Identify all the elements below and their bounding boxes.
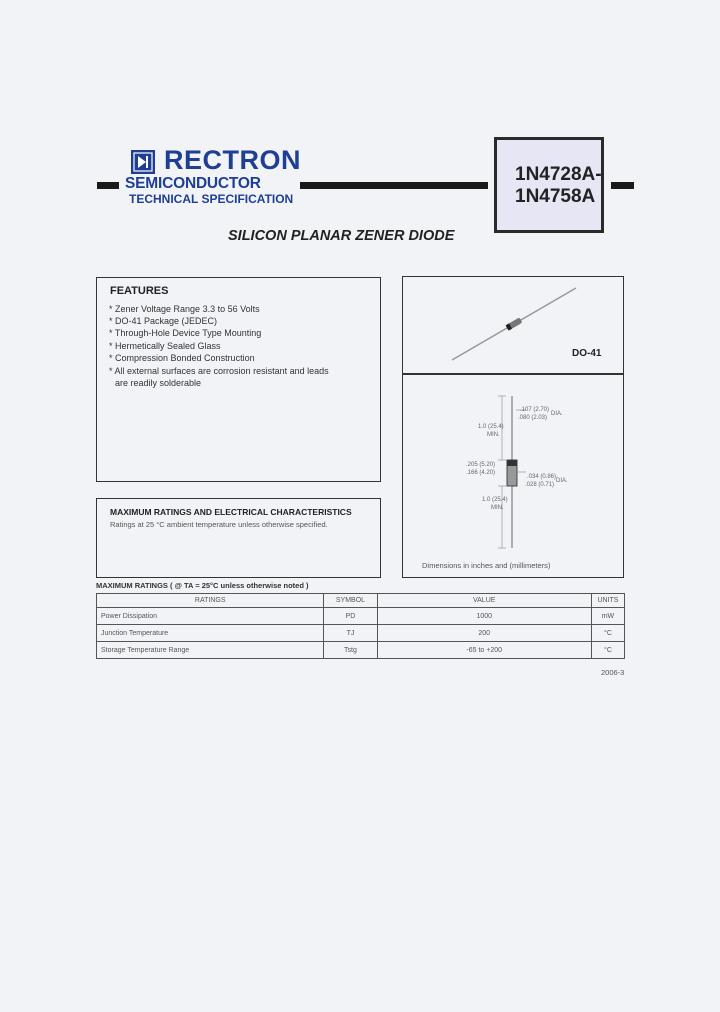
brand-subtitle: SEMICONDUCTOR	[125, 175, 261, 192]
part-number-line1: 1N4728A-	[515, 164, 602, 185]
table-cell: Junction Temperature	[97, 625, 324, 642]
header-rule-left	[97, 182, 119, 189]
feature-item: are readily solderable	[115, 378, 202, 388]
feature-item: * All external surfaces are corrosion resistant and leads	[109, 366, 329, 376]
feature-item: * Through-Hole Device Type Mounting	[109, 328, 262, 338]
document-title: SILICON PLANAR ZENER DIODE	[228, 228, 455, 244]
dim-body-length-min: .166 (4.20)	[466, 470, 496, 476]
feature-item: * Hermetically Sealed Glass	[109, 341, 221, 351]
dim-lead-length-2: 1.0 (25.4)	[482, 497, 508, 503]
column-header: RATINGS	[97, 594, 324, 608]
header-rule-right	[611, 182, 634, 189]
dim-min-label-2: MIN.	[491, 505, 504, 511]
dim-dia-label-2: DIA.	[556, 478, 568, 484]
brand-name: RECTRON	[164, 145, 301, 175]
feature-item: * Zener Voltage Range 3.3 to 56 Volts	[109, 304, 260, 314]
column-header: UNITS	[591, 594, 624, 608]
package-name: DO-41	[572, 348, 602, 359]
table-cell: -65 to +200	[377, 642, 591, 659]
table-cell: Storage Temperature Range	[97, 642, 324, 659]
diode-illustration	[440, 282, 590, 367]
brand-tagline: TECHNICAL SPECIFICATION	[129, 192, 294, 206]
rectron-logo-icon	[131, 150, 155, 174]
dim-body-diameter-max: .034 (0.86)	[527, 474, 557, 480]
dim-lead-diameter-max: .107 (2.70)	[520, 407, 550, 413]
feature-item: * Compression Bonded Construction	[109, 353, 255, 363]
table-cell: PD	[324, 608, 377, 625]
table-cell: °C	[591, 625, 624, 642]
dimension-caption: Dimensions in inches and (millimeters)	[422, 561, 551, 570]
table-cell: 1000	[377, 608, 591, 625]
table-cell: mW	[591, 608, 624, 625]
header-rule-middle	[300, 182, 488, 189]
max-ratings-heading: MAXIMUM RATINGS AND ELECTRICAL CHARACTERISTICS	[110, 507, 352, 517]
dim-lead-diameter-min: .080 (2.03)	[518, 415, 548, 421]
table-cell: °C	[591, 642, 624, 659]
table-cell: TJ	[324, 625, 377, 642]
column-header: VALUE	[377, 594, 591, 608]
table-row	[97, 608, 625, 625]
package-divider	[402, 373, 624, 375]
dim-min-label: MIN.	[487, 432, 500, 438]
max-ratings-subtitle: Ratings at 25 °C ambient temperature unless otherwise specified.	[110, 520, 328, 529]
table-cell: Power Dissipation	[97, 608, 324, 625]
ratings-table-caption: MAXIMUM RATINGS ( @ TA = 25°C unless otherwise noted )	[96, 581, 309, 590]
ratings-table	[96, 593, 625, 659]
column-header: SYMBOL	[324, 594, 377, 608]
table-cell: 200	[377, 625, 591, 642]
table-header-row	[97, 594, 625, 608]
dim-lead-length: 1.0 (25.4)	[478, 424, 504, 430]
table-row	[97, 642, 625, 659]
dim-body-length-max: .205 (5.20)	[466, 462, 496, 468]
table-cell: Tstg	[324, 642, 377, 659]
dim-dia-label: DIA.	[551, 411, 563, 417]
revision-label: 2006-3	[601, 668, 625, 677]
table-row	[97, 625, 625, 642]
dim-body-diameter-min: .028 (0.71)	[525, 482, 555, 488]
feature-item: * DO-41 Package (JEDEC)	[109, 316, 218, 326]
features-heading: FEATURES	[110, 285, 169, 297]
part-number-line2: 1N4758A	[515, 186, 596, 207]
